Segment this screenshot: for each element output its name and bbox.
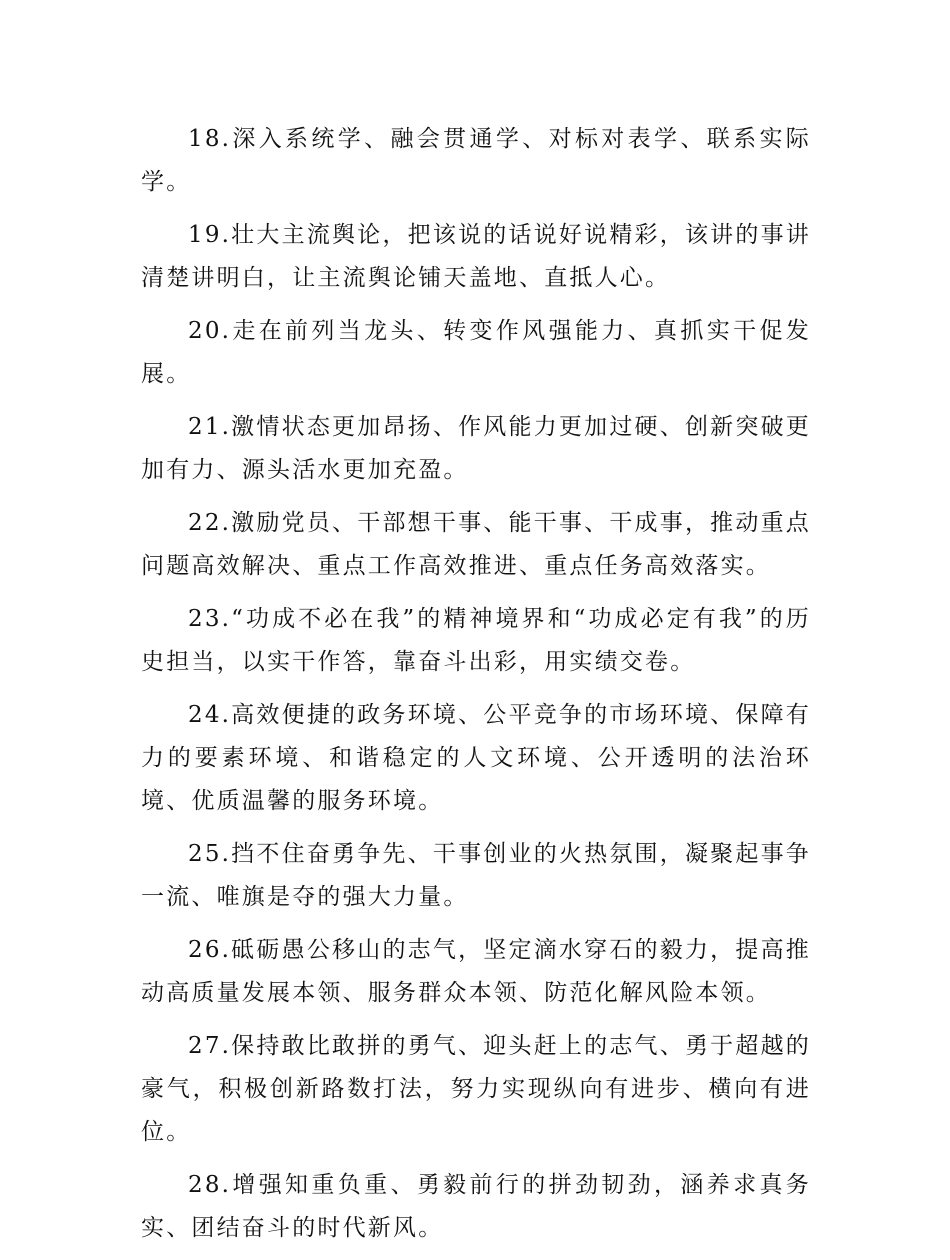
paragraph-25: 25.挡不住奋勇争先、干事创业的火热氛围，凝聚起事争一流、唯旗是夺的强大力量。: [141, 841, 811, 910]
document-body: [141, 118, 811, 1260]
paragraph-23: 23.“功成不必在我”的精神境界和“功成必定有我”的历史担当，以实干作答，靠奋斗出彩，用实绩交卷。: [141, 606, 811, 675]
paragraph-22: 22.激励党员、干部想干事、能干事、干成事，推动重点问题高效解决、重点工作高效推进、重点任务高效落实。: [141, 510, 811, 579]
paragraph-20: 20.走在前列当龙头、转变作风强能力、真抓实干促发展。: [141, 318, 811, 387]
paragraph-27: 27.保持敢比敢拼的勇气、迎头赶上的志气、勇于超越的豪气，积极创新路数打法，努力实现纵向有进步、横向有进位。: [141, 1033, 811, 1145]
paragraph-24: 24.高效便捷的政务环境、公平竞争的市场环境、保障有力的要素环境、和谐稳定的人文环境、公开透明的法治环境、优质温馨的服务环境。: [141, 702, 811, 814]
paragraph-18: 18.深入系统学、融会贯通学、对标对表学、联系实际学。: [141, 126, 811, 195]
paragraph-28: 28.增强知重负重、勇毅前行的拼劲韧劲，涵养求真务实、团结奋斗的时代新风。: [141, 1172, 811, 1241]
paragraph-26: 26.砥砺愚公移山的志气，坚定滴水穿石的毅力，提高推动高质量发展本领、服务群众本领、防范化解风险本领。: [141, 937, 811, 1006]
paragraph-21: 21.激情状态更加昂扬、作风能力更加过硬、创新突破更加有力、源头活水更加充盈。: [141, 414, 811, 483]
paragraph-19: 19.壮大主流舆论，把该说的话说好说精彩，该讲的事讲清楚讲明白，让主流舆论铺天盖地、直抵人心。: [141, 222, 811, 291]
